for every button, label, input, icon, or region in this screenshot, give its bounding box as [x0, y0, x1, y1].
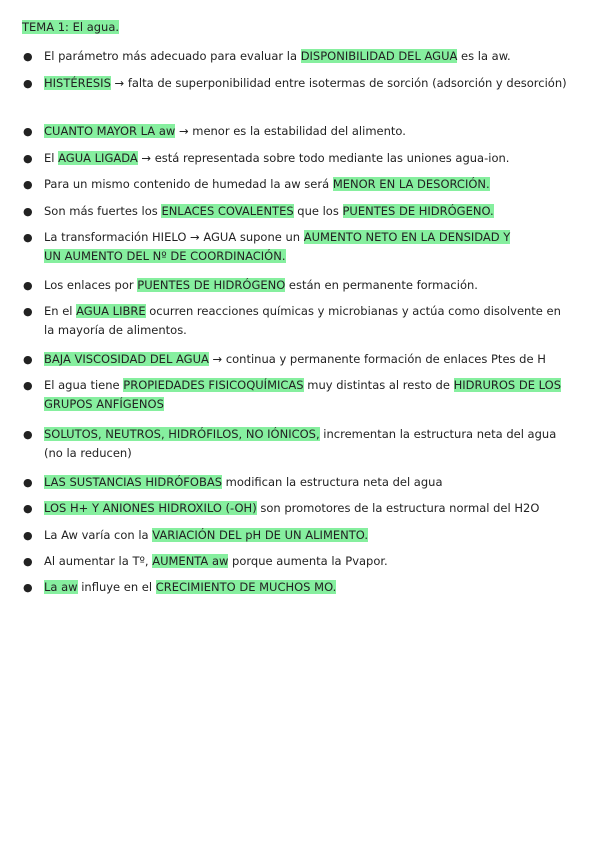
- highlighted-text: HISTÉRESIS: [44, 76, 111, 90]
- bullet-dot-icon: ●: [23, 379, 33, 392]
- highlighted-text: PROPIEDADES FISICOQUÍMICAS: [123, 378, 304, 392]
- item-text: incrementan la estructura neta del agua (no la reducen): [44, 427, 557, 460]
- bullet-item: [23, 499, 574, 518]
- item-text: En el: [44, 304, 77, 318]
- bullet-item: [23, 74, 574, 93]
- item-text: → falta de superponibilidad entre isotermas de sorción (adsorción y desorción): [110, 76, 567, 90]
- highlighted-text: LOS H+ Y ANIONES HIDROXILO (-OH): [44, 501, 257, 515]
- bullet-dot-icon: ●: [23, 152, 33, 165]
- bullet-dot-icon: ●: [23, 502, 33, 515]
- bullet-item: [23, 473, 574, 492]
- bullet-item: [23, 202, 574, 221]
- item-text: El agua tiene: [44, 378, 124, 392]
- item-text: que los: [293, 204, 343, 218]
- document-title: [22, 19, 119, 35]
- item-text: El parámetro más adecuado para evaluar la: [44, 49, 301, 63]
- item-text: La transformación HIELO → AGUA supone un: [44, 230, 304, 244]
- item-text: son promotores de la estructura normal del H2O: [256, 501, 540, 515]
- item-text: influye en el: [77, 580, 156, 594]
- highlighted-text: La aw: [44, 580, 78, 594]
- bullet-item: [23, 578, 574, 597]
- bullet-item: [23, 350, 574, 369]
- highlighted-text: PUENTES DE HIDRÓGENO.: [342, 204, 494, 218]
- bullet-dot-icon: ●: [23, 50, 33, 63]
- item-text: → menor es la estabilidad del alimento.: [175, 124, 406, 138]
- highlighted-text: CUANTO MAYOR LA aw: [44, 124, 176, 138]
- highlighted-text: HIDRUROS DE LOS GRUPOS ANFÍGENOS: [44, 378, 561, 411]
- bullet-item: [23, 228, 524, 266]
- item-text: Al aumentar la Tº,: [44, 554, 153, 568]
- highlighted-text: BAJA VISCOSIDAD DEL AGUA: [44, 352, 209, 366]
- item-text: muy distintas al resto de: [303, 378, 454, 392]
- bullet-item: [23, 276, 574, 295]
- item-text: → continua y permanente formación de enlaces Ptes de H: [208, 352, 546, 366]
- highlighted-text: ENLACES COVALENTES: [161, 204, 294, 218]
- title-highlight: TEMA 1: El agua.: [22, 20, 120, 34]
- bullet-item: [23, 47, 574, 66]
- highlighted-text: PUENTES DE HIDRÓGENO: [137, 278, 286, 292]
- bullet-dot-icon: ●: [23, 555, 33, 568]
- highlighted-text: AGUA LIGADA: [58, 151, 138, 165]
- item-text: modifican la estructura neta del agua: [222, 475, 443, 489]
- bullet-dot-icon: ●: [23, 205, 33, 218]
- highlighted-text: AUMENTO NETO EN LA DENSIDAD Y UN AUMENTO DEL Nº DE COORDINACIÓN.: [44, 230, 511, 263]
- item-text: Para un mismo contenido de humedad la aw será: [44, 177, 333, 191]
- item-text: están en permanente formación.: [285, 278, 478, 292]
- bullet-dot-icon: ●: [23, 581, 33, 594]
- bullet-item: [23, 149, 574, 168]
- item-text: es la aw.: [457, 49, 511, 63]
- item-text: ocurren reacciones químicas y microbianas y actúa como disolvente en la mayoría de alimentos.: [44, 304, 561, 337]
- bullet-item: [23, 302, 574, 340]
- bullet-item: [23, 552, 574, 571]
- bullet-dot-icon: ●: [23, 77, 33, 90]
- bullet-dot-icon: ●: [23, 125, 33, 138]
- item-text: Los enlaces por: [44, 278, 138, 292]
- item-text: → está representada sobre todo mediante las uniones agua-ion.: [137, 151, 510, 165]
- bullet-dot-icon: ●: [23, 529, 33, 542]
- bullet-dot-icon: ●: [23, 231, 33, 244]
- highlighted-text: CRECIMIENTO DE MUCHOS MO.: [155, 580, 337, 594]
- item-text: Son más fuertes los: [44, 204, 162, 218]
- bullet-dot-icon: ●: [23, 428, 33, 441]
- bullet-item: [23, 175, 574, 194]
- bullet-item: [23, 526, 574, 545]
- highlighted-text: AUMENTA aw: [152, 554, 229, 568]
- bullet-dot-icon: ●: [23, 305, 33, 318]
- bullet-dot-icon: ●: [23, 178, 33, 191]
- highlighted-text: LAS SUSTANCIAS HIDRÓFOBAS: [44, 475, 223, 489]
- highlighted-text: MENOR EN LA DESORCIÓN.: [332, 177, 490, 191]
- bullet-item: [23, 376, 569, 414]
- highlighted-text: VARIACIÓN DEL pH DE UN ALIMENTO.: [152, 528, 369, 542]
- highlighted-text: AGUA LIBRE: [76, 304, 146, 318]
- item-text: La Aw varía con la: [44, 528, 153, 542]
- highlighted-text: DISPONIBILIDAD DEL AGUA: [300, 49, 458, 63]
- highlighted-text: SOLUTOS, NEUTROS, HIDRÓFILOS, NO IÓNICOS,: [44, 427, 320, 441]
- bullet-dot-icon: ●: [23, 476, 33, 489]
- item-text: El: [44, 151, 59, 165]
- bullet-dot-icon: ●: [23, 279, 33, 292]
- item-text: porque aumenta la Pvapor.: [228, 554, 388, 568]
- bullet-item: [23, 122, 574, 141]
- bullet-item: [23, 425, 574, 463]
- bullet-dot-icon: ●: [23, 353, 33, 366]
